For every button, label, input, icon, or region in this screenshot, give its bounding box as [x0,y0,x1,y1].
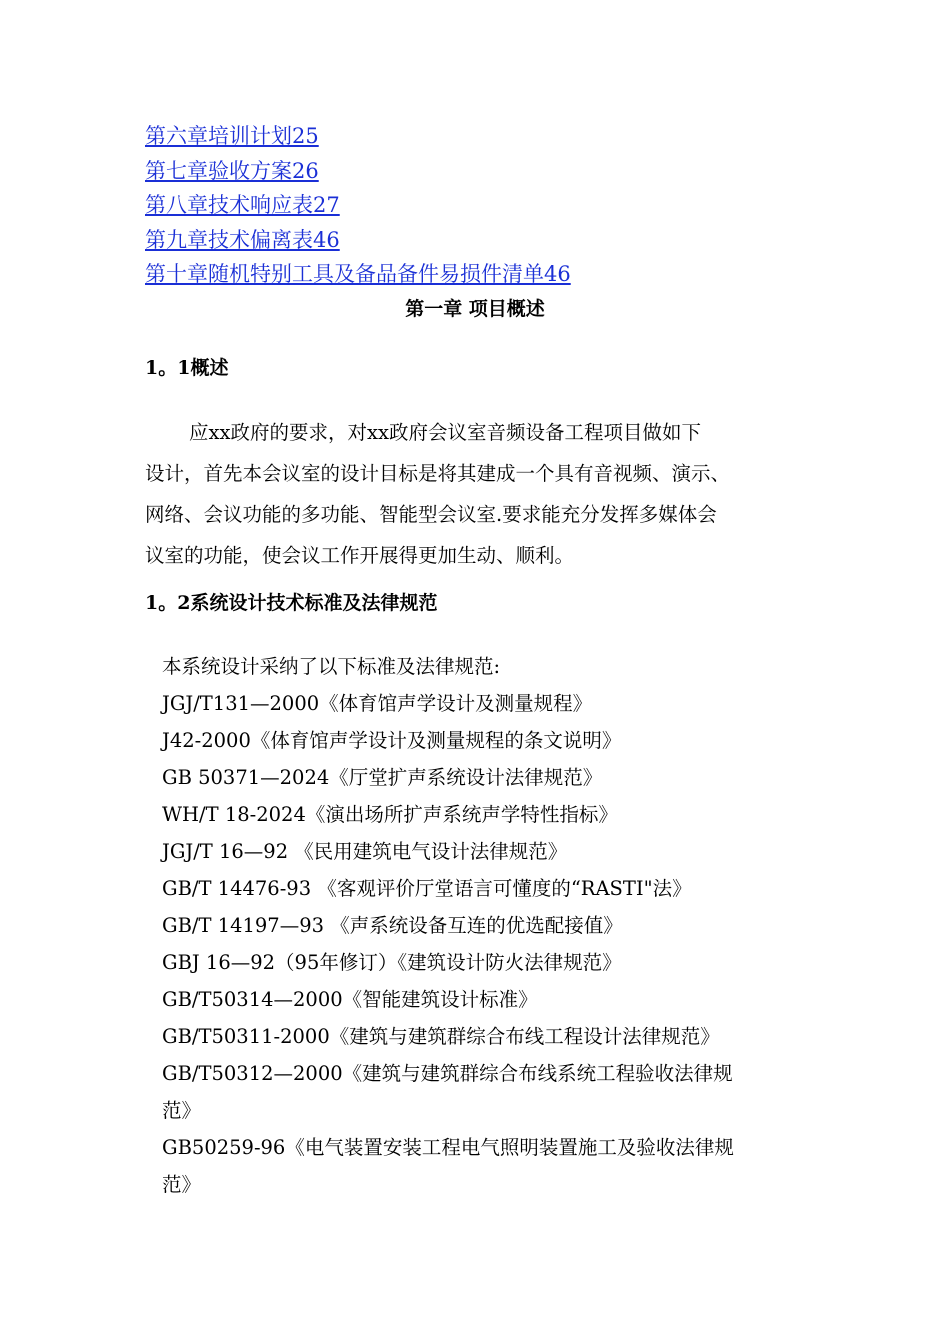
standard-item: GB/T50311-2000《建筑与建筑群综合布线工程设计法律规范》 [162,1025,720,1048]
section-heading-overview: 1。1概述 [145,357,229,379]
standard-item-continuation: 范》 [162,1173,202,1196]
standard-item: GB 50371—2024《厅堂扩声系统设计法律规范》 [162,766,603,789]
paragraph-line: 设计，首先本会议室的设计目标是将其建成一个具有音视频、演示、 [145,462,731,485]
standards-list [162,648,734,1203]
standard-item: JGJ/T131—2000《体育馆声学设计及测量规程》 [162,692,593,715]
standard-item: J42-2000《体育馆声学设计及测量规程的条文说明》 [162,729,622,752]
table-of-contents [145,119,571,292]
chapter-title: 第一章 项目概述 [405,298,545,320]
standards-intro: 本系统设计采纳了以下标准及法律规范: [162,655,501,678]
standard-item: GB/T50314—2000《智能建筑设计标准》 [162,988,538,1011]
section-heading-standards: 1。2系统设计技术标准及法律规范 [145,592,438,614]
standard-item: WH/T 18-2024《演出场所扩声系统声学特性指标》 [162,803,618,826]
standard-item: GBJ 16—92（95年修订）《建筑设计防火法律规范》 [162,951,622,974]
paragraph-line: 议室的功能，使会议工作开展得更加生动、顺利。 [145,544,575,567]
standard-item: GB/T50312—2000《建筑与建筑群综合布线系统工程验收法律规 [162,1062,733,1085]
overview-paragraph [145,412,825,576]
toc-link-chapter-8[interactable]: 第八章技术响应表27 [145,193,340,217]
standard-item: GB/T 14476-93 《客观评价厅堂语言可懂度的“RASTI"法》 [162,877,692,900]
standard-item: JGJ/T 16—92 《民用建筑电气设计法律规范》 [162,840,568,863]
paragraph-line: 应xx政府的要求，对xx政府会议室音频设备工程项目做如下 [189,421,701,444]
standard-item: GB50259-96《电气装置安装工程电气照明装置施工及验收法律规 [162,1136,734,1159]
toc-link-chapter-10[interactable]: 第十章随机特别工具及备品备件易损件清单46 [145,262,571,286]
paragraph-line: 网络、会议功能的多功能、智能型会议室.要求能充分发挥多媒体会 [145,503,717,526]
standard-item: GB/T 14197—93 《声系统设备互连的优选配接值》 [162,914,623,937]
toc-link-chapter-6[interactable]: 第六章培训计划25 [145,124,319,148]
standard-item-continuation: 范》 [162,1099,202,1122]
toc-link-chapter-9[interactable]: 第九章技术偏离表46 [145,227,340,252]
toc-link-chapter-7[interactable]: 第七章验收方案26 [145,158,319,183]
